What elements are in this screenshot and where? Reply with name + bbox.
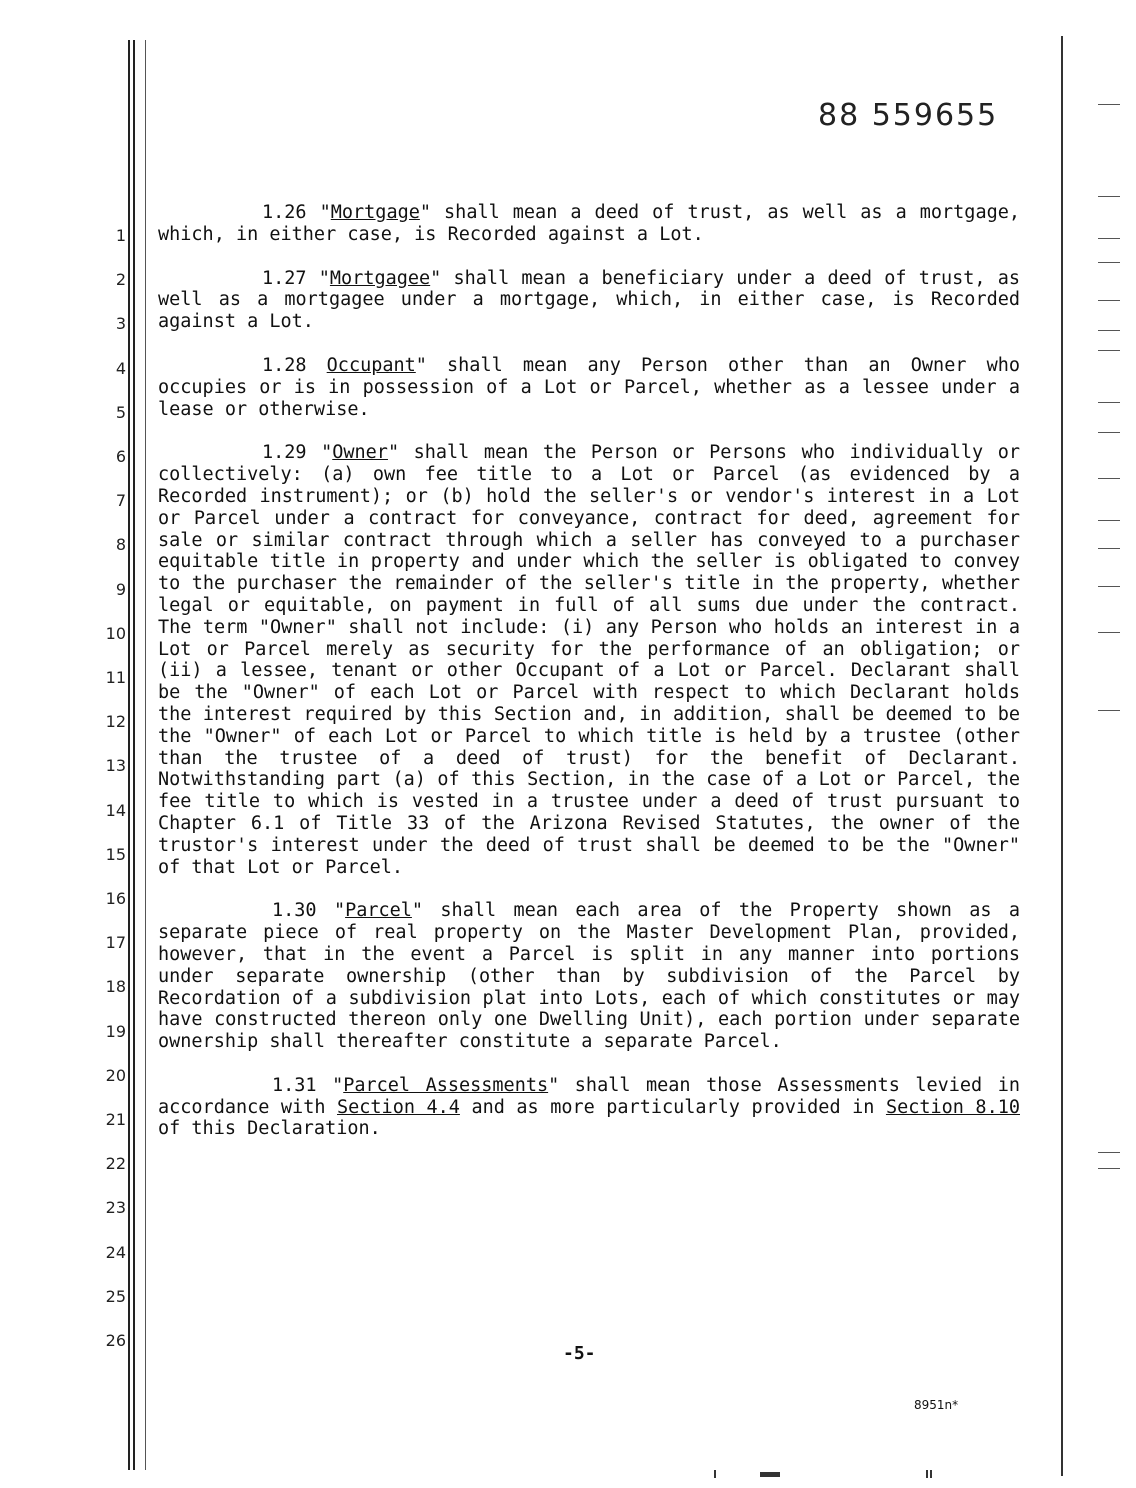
scan-mark — [1098, 478, 1120, 479]
line-number: 11 — [105, 668, 126, 687]
scan-mark — [1098, 1152, 1120, 1153]
scan-mark — [1098, 432, 1120, 433]
recording-number: 88 559655 — [818, 98, 999, 133]
section-number: 1.26 — [262, 202, 307, 223]
scan-mark — [1098, 402, 1120, 403]
page-number: -5- — [563, 1343, 596, 1364]
line-number: 23 — [105, 1198, 126, 1218]
scan-mark — [1098, 548, 1120, 549]
line-number: 7 — [115, 491, 126, 511]
line-number: 12 — [105, 712, 126, 732]
definition-paragraph-1-29 — [158, 442, 1020, 878]
line-number: 17 — [105, 933, 126, 953]
scan-mark — [1098, 710, 1120, 711]
definition-paragraph-1-30 — [158, 900, 1020, 1053]
section-number: 1.27 — [262, 267, 307, 289]
line-number: 9 — [115, 579, 126, 599]
section-number: 1.30 — [272, 900, 317, 922]
close-quote: " — [415, 354, 427, 376]
open-quote: " — [321, 442, 333, 464]
left-margin-rule-thin — [145, 40, 146, 1470]
line-number: 24 — [105, 1242, 126, 1262]
definition-text: shall mean each area of the Property shown as a separate piece of real property on the Master Development Plan, provided, however, that in the event a Parcel is split in any manner into portions under separate ownership (other than by subdivision of the Parcel by Recordation of a subdivision plat into Lots, each of which constitutes or may have constructed thereon only one Dwelling Unit), each portion under separate ownership shall thereafter constitute a separate Parcel. — [158, 900, 1020, 1053]
line-number: 14 — [105, 800, 126, 820]
defined-term: Parcel — [345, 900, 412, 922]
scan-mark — [1098, 262, 1120, 263]
line-number: 18 — [105, 977, 126, 997]
section-number: 1.31 — [272, 1074, 317, 1096]
section-reference: Section 8.10 — [885, 1096, 1020, 1118]
close-quote: " — [419, 202, 431, 223]
line-number: 22 — [105, 1154, 126, 1174]
defined-term: Parcel Assessments — [343, 1074, 549, 1096]
scan-mark — [760, 1472, 780, 1477]
close-quote: " — [430, 267, 442, 289]
line-number: 6 — [115, 447, 126, 466]
line-number: 13 — [105, 756, 126, 776]
definition-text: shall mean the Person or Persons who individually or collectively: (a) own fee title to a Lot or Parcel (as evidenced by a Recorded instrument); or (b) hold the seller's or vendor's interest in a Lot or Parcel under a contract for conveyance, contract for deed, agreement for sale or similar contract through which a seller has conveyed to a purchaser equitable title in property and under which the seller is obligated to convey to the purchaser the remainder of the seller's title in the property, whether legal or equitable, on payment in full of all sums due under the contract. The term "Owner" shall not include: (i) any Person who holds an interest in a Lot or Parcel merely as security for the performance of an obligation; or (ii) a lessee, tenant or other Occupant of a Lot or Parcel. Declarant shall be the "Owner" of each Lot or Parcel with respect to which Declarant holds the interest required by this Section and, in addition, shall be deemed to be the "Owner" of each Lot or Parcel to which title is held by a trustee (other than the trustee of a deed of trust) for the benefit of Declarant. Notwithstanding part (a) of this Section, in the case of a Lot or Parcel, the fee title to which is vested in a trustee under a deed of trust pursuant to Chapter 6.1 of Title 33 of the Arizona Revised Statutes, the owner of the trustor's interest under the deed of trust shall be deemed to be the "Owner" of that Lot or Parcel. — [158, 442, 1021, 878]
defined-term: Occupant — [326, 354, 416, 376]
scan-mark — [1098, 300, 1120, 301]
section-number: 1.28 — [262, 354, 307, 376]
close-quote: " — [411, 900, 424, 922]
definition-text: and as more particularly provided in — [459, 1096, 886, 1118]
section-number: 1.29 — [262, 442, 307, 464]
definition-paragraph-1-27 — [158, 268, 1020, 333]
document-body — [158, 202, 1020, 1162]
definition-text: shall mean any Person other than an Owner who occupies or is in possession of a Lot or Parcel, whether as a lessee under a lease or otherwise. — [158, 354, 1020, 420]
definition-paragraph-1-28 — [158, 355, 1020, 420]
line-number: 10 — [105, 623, 126, 643]
line-number: 20 — [105, 1065, 126, 1085]
scan-mark — [930, 1470, 932, 1478]
document-code: 8951n* — [914, 1398, 959, 1412]
scan-mark — [1098, 520, 1120, 521]
scan-mark — [1098, 238, 1120, 239]
line-number: 25 — [105, 1286, 126, 1306]
scan-mark — [1098, 632, 1120, 633]
line-number: 19 — [105, 1021, 126, 1041]
open-quote: " — [333, 900, 346, 922]
line-number: 3 — [115, 314, 126, 334]
scan-mark — [1098, 350, 1120, 351]
definition-paragraph-1-26 — [158, 202, 1020, 246]
defined-term: Mortgage — [330, 202, 420, 223]
open-quote: " — [318, 267, 330, 289]
line-number: 15 — [105, 844, 126, 864]
scan-mark — [1098, 104, 1120, 105]
scan-mark — [926, 1470, 928, 1478]
scan-mark — [714, 1470, 716, 1478]
defined-term: Mortgagee — [329, 267, 431, 289]
scan-mark — [1098, 586, 1120, 587]
line-number: 4 — [115, 358, 126, 378]
scan-mark — [1098, 330, 1120, 331]
scan-mark — [1098, 1168, 1120, 1169]
line-number: 1 — [115, 226, 126, 245]
definition-paragraph-1-31: 1.31 "Parcel Assessments" shall mean those Assessments levied in accordance with Section 4.4 and as more particularly provided in Section 8.10 of this Declaration. — [158, 1074, 1020, 1140]
line-number: 8 — [115, 535, 126, 555]
open-quote: " — [319, 202, 331, 223]
definition-text: shall mean a beneficiary under a deed of trust, as well as a mortgagee under a mortgage, which, in either case, is Recorded against a Lot. — [158, 267, 1021, 333]
section-reference: Section 4.4 — [337, 1096, 460, 1118]
close-quote: " — [387, 442, 400, 464]
definition-text: shall mean a deed of trust, as well as a mortgage, which, in either case, is Recorded against a Lot. — [158, 202, 1020, 245]
definition-text: " shall mean those Assessments levied in accordance with — [158, 1074, 1020, 1118]
line-number: 5 — [115, 402, 126, 422]
defined-term: Owner — [332, 442, 388, 464]
scan-mark — [1098, 196, 1120, 197]
line-number: 21 — [105, 1110, 126, 1129]
left-margin-rule — [128, 40, 130, 1470]
right-margin-rule — [1061, 36, 1063, 1476]
line-number: 2 — [115, 270, 126, 290]
left-margin-rule-inner — [133, 40, 135, 1470]
line-number: 26 — [105, 1331, 126, 1350]
definition-text: of this Declaration. — [158, 1118, 381, 1140]
line-number: 16 — [105, 889, 126, 908]
